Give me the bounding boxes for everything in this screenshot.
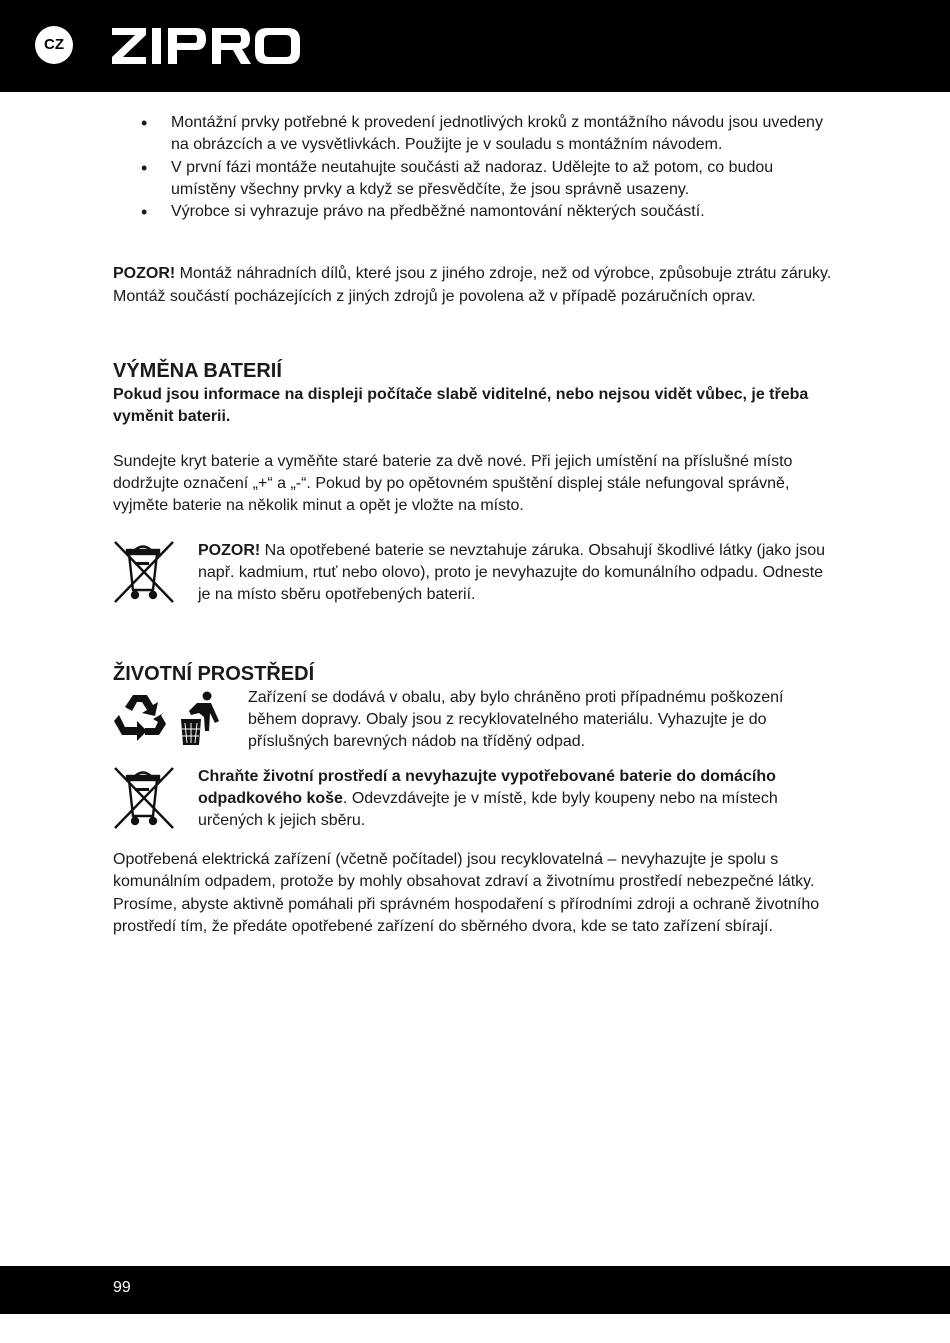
page-header (0, 0, 950, 92)
zipro-logo (112, 28, 302, 64)
battery-heading: VÝMĚNA BATERIÍ (113, 360, 282, 383)
assembly-notes-list (113, 112, 833, 223)
language-badge: CZ (35, 26, 73, 64)
battery-disposal-block (113, 766, 833, 837)
page-footer (0, 1266, 950, 1314)
list-item: • Výrobce si vyhrazuje právo na předběžné namontování některých součástí. (113, 201, 833, 223)
page-number: 99 (113, 1279, 131, 1296)
battery-instructions: Sundejte kryt baterie a vyměňte staré baterie za dvě nové. Při jejich umístění na příslušné místo dodržujte označení „+“ a „-“. Pokud by po opětovném spuštění displej stále nefungoval správně, vyjměte baterie na několik minut a opět je vložte na místo. (113, 452, 793, 515)
tidyman-icon (179, 691, 223, 745)
warning-paragraph (113, 263, 833, 308)
battery-lead: Pokud jsou informace na displeji počítače slabě viditelné, nebo nejsou vidět vůbec, je třeba vyměnit baterii. (113, 386, 809, 426)
crossed-out-bin-icon (113, 540, 198, 611)
warning-text: Montáž náhradních dílů, které jsou z jiného zdroje, než od výrobce, způsobuje ztrátu záruky. Montáž součástí pocházejících z jiných zdrojů je povolena až v případě pozáručních oprav. (113, 265, 832, 305)
battery-warning-text: POZOR! Na opotřebené baterie se nevztahuje záruka. Obsahují škodlivé látky (jako jsou např. kadmium, rtuť nebo olovo), proto je nevyhazujte do komunálního odpadu. Odneste je na místo sběru opotřebených baterií. (198, 541, 825, 604)
recycle-icon (113, 691, 167, 741)
warning-label: POZOR! (113, 265, 176, 283)
page-content (113, 112, 833, 938)
environment-heading: ŽIVOTNÍ PROSTŘEDÍ (113, 662, 315, 685)
battery-disposal-text: Chraňte životní prostředí a nevyhazujte vypotřebované baterie do domácího odpadkového koše. Odevzdávejte je v místě, kde byly koupeny nebo na místech určených k jejich sběru. (198, 767, 778, 830)
list-item: • V první fázi montáže neutahujte součásti až nadoraz. Udělejte to až potom, co budou umístěny všechny prvky a když se přesvědčíte, že jsou správně usazeny. (113, 157, 833, 202)
battery-warning-block (113, 540, 833, 611)
crossed-out-bin-icon (113, 766, 198, 837)
packaging-block (113, 687, 833, 754)
packaging-text: Zařízení se dodává v obalu, aby bylo chráněno proti případnému poškození během dopravy. Obaly jsou z recyklovatelného materiálu. Vyhazujte je do příslušných barevných nádob na tříděný odpad. (248, 688, 784, 751)
warning-label: POZOR! (198, 541, 261, 559)
list-item: • Montážní prvky potřebné k provedení jednotlivých kroků z montážního návodu jsou uvedeny na obrázcích a ve vysvětlivkách. Použijte je v souladu s montážním návodem. (113, 112, 833, 157)
electrical-disposal-text: Opotřebená elektrická zařízení (včetně počítadel) jsou recyklovatelná – nevyhazujte je spolu s komunálním odpadem, protože by mohly obsahovat zdraví a životnímu prostředí nebezpečné látky. Prosíme, abyste aktivně pomáhali při správném hospodaření s přírodními zdroji a ochraně životního prostředí tím, že předáte opotřebené zařízení do sběrného dvora, kde se tato zařízení sbírají. (113, 851, 820, 935)
